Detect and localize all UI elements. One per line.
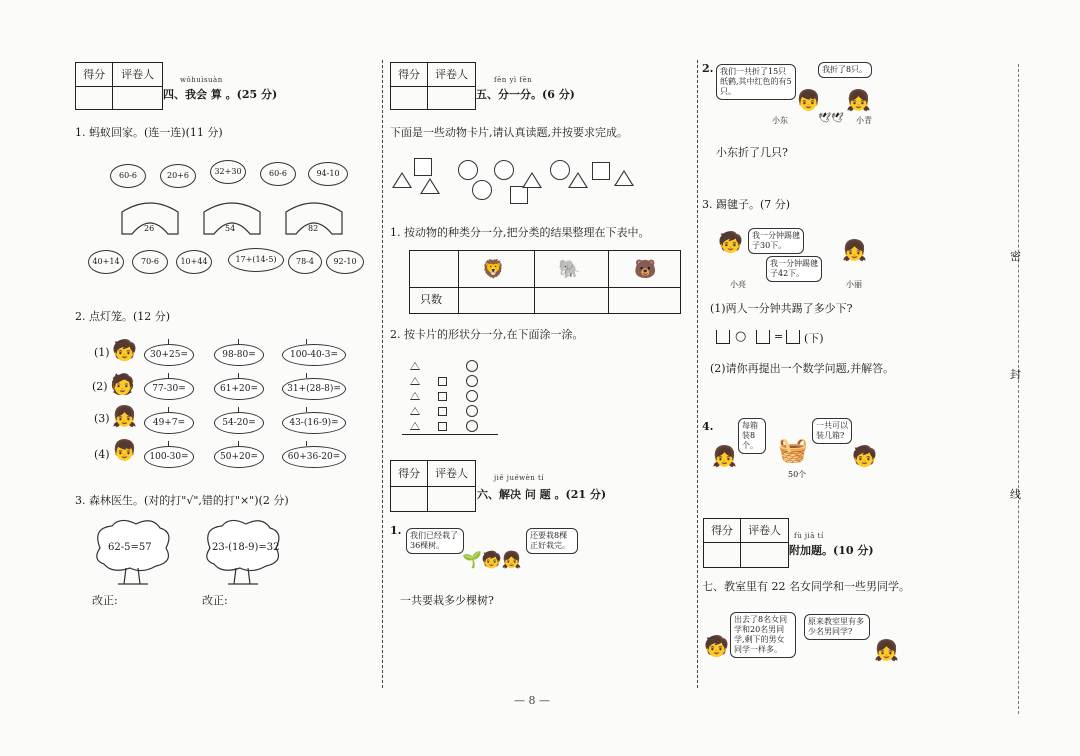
elephant-icon: 🐘 (558, 259, 581, 280)
circle-card (550, 160, 570, 180)
name-label: 小丽 (846, 280, 862, 289)
lantern: 43-(16-9)= (282, 412, 346, 434)
tree-equation: 23-(18-9)=32 (212, 542, 280, 553)
circle-card (472, 180, 492, 200)
score-label: 得分 (391, 63, 427, 87)
col3-q3-title: 3. 踢毽子。(7 分) (702, 198, 791, 211)
ant-label: 60-6 (110, 164, 146, 188)
score-label: 得分 (76, 63, 112, 87)
lantern: 49+7= (144, 412, 194, 434)
triangle-card (522, 172, 542, 188)
ant-label: 78-4 (288, 250, 322, 274)
answer-box[interactable] (786, 330, 800, 344)
col3-q3-sub1: (1)两人一分钟共踢了多少下? (710, 302, 853, 315)
ant-label: 60-6 (260, 162, 296, 186)
lantern: 100-40-3= (282, 344, 346, 366)
tree-equation: 62-5=57 (108, 542, 152, 553)
table-row-label: 只数 (420, 293, 442, 306)
sec6-pinyin: jiě juéwèn tí (494, 474, 545, 482)
score-box-sec5 (390, 62, 476, 110)
score-box-sec4 (75, 62, 163, 110)
ant-label: 32+30 (210, 160, 246, 184)
square-card (510, 186, 528, 204)
column-divider (382, 60, 383, 688)
paper-cranes: 🕊🕊 (818, 113, 844, 124)
children-planting-icon: 🌱🧒👧 (462, 550, 522, 569)
grader-label: 评卷人 (428, 63, 475, 87)
sec6-q1-question: 一共要栽多少棵树? (400, 594, 494, 607)
margin-char: 封 (1010, 368, 1021, 381)
bonus-pinyin: fù jiā tí (794, 532, 824, 540)
ants-top-row (110, 158, 360, 198)
lantern: 77-30= (144, 378, 194, 400)
triangle-card (392, 172, 412, 188)
grader-label: 评卷人 (428, 461, 475, 487)
speech-bubble: 我一分钟踢毽子42下。 (766, 256, 822, 282)
square-card (592, 162, 610, 180)
lantern: 100-30= (144, 446, 194, 468)
boy-icon: 🧒 (704, 634, 729, 658)
basket-icon: 🧺 (778, 436, 808, 464)
name-label: 小东 (772, 116, 788, 125)
sec4-q3: 3. 森林医生。(对的打"√",错的打"×")(2 分) (75, 494, 289, 507)
square-card (414, 158, 432, 176)
bridge-label: 26 (144, 224, 155, 233)
col3-q2-num: 2. (702, 62, 714, 75)
q7-text: 七、教室里有 22 名女同学和一些男同学。 (702, 580, 910, 593)
girl-icon: 👧 (842, 238, 867, 262)
bear-icon: 🐻 (634, 259, 657, 280)
circle-card (458, 160, 478, 180)
boy-icon: 🧒 (718, 230, 743, 254)
page-number: — 8 — (514, 694, 550, 707)
circle-card (494, 160, 514, 180)
child-icon: 🧒 (112, 338, 137, 362)
answer-box[interactable] (756, 330, 770, 344)
classification-table (409, 250, 681, 314)
boy-icon: 👦 (796, 88, 821, 112)
speech-bubble: 原来教室里有多少名男同学? (804, 614, 870, 640)
lantern-row-label: (4) (94, 448, 110, 461)
sec5-q2: 2. 按卡片的形状分一分,在下面涂一涂。 (390, 328, 584, 341)
speech-bubble: 我们已经栽了36棵树。 (406, 528, 464, 554)
score-label: 得分 (391, 461, 427, 487)
girl-icon: 👧 (874, 638, 899, 662)
lantern: 98-80= (214, 344, 264, 366)
lantern: 61+20= (214, 378, 264, 400)
ant-label: 92-10 (326, 250, 364, 274)
ant-label: 20+6 (160, 164, 196, 188)
ants-bottom-row (88, 246, 368, 286)
score-label: 得分 (704, 519, 740, 543)
count-label: 50个 (788, 470, 807, 479)
triangle-card (420, 178, 440, 194)
name-label: 小亮 (730, 280, 746, 289)
sec4-q1: 1. 蚂蚁回家。(连一连)(11 分) (75, 126, 223, 139)
lantern: 31+(28-8)= (282, 378, 346, 400)
bridge-label: 54 (225, 224, 236, 233)
correction-label: 改正: (92, 594, 118, 607)
margin-char: 线 (1010, 488, 1021, 501)
lion-icon: 🦁 (482, 259, 505, 280)
sec6-q1-num: 1. (390, 524, 402, 537)
sec5-intro: 下面是一些动物卡片,请认真读题,并按要求完成。 (390, 126, 628, 139)
sec4-title: 四、我会 算 。(25 分) (163, 88, 278, 101)
shape-graph (402, 358, 498, 444)
col3-q3-sub2: (2)请你再提出一个数学问题,并解答。 (710, 362, 895, 375)
speech-bubble: 还要栽8棵正好栽完。 (526, 528, 578, 554)
bridge-label: 82 (308, 224, 319, 233)
speech-bubble: 出去了8名女同学和20名男同学,剩下的男女同学一样多。 (730, 612, 796, 658)
boy-icon: 🧒 (852, 444, 877, 468)
child-icon: 👦 (112, 438, 137, 462)
child-icon: 👧 (112, 404, 137, 428)
op-symbol: = (774, 330, 784, 343)
sec4-pinyin: wǒhuìsuàn (180, 76, 223, 84)
grader-label: 评卷人 (741, 519, 788, 543)
score-box-sec6 (390, 460, 476, 512)
col3-q2-question: 小东折了几只? (716, 146, 788, 159)
name-label: 小青 (856, 116, 872, 125)
lantern-row-label: (3) (94, 412, 110, 425)
girl-icon: 👧 (846, 88, 871, 112)
lantern-row-label: (1) (94, 346, 110, 359)
speech-bubble: 我们一共折了15只纸鹤,其中红色的有5只。 (716, 64, 796, 100)
lantern: 54-20= (214, 412, 264, 434)
girl-icon: 👧 (712, 444, 737, 468)
lantern: 50+20= (214, 446, 264, 468)
triangle-card (614, 170, 634, 186)
ant-label: 40+14 (88, 250, 124, 274)
child-icon: 🧑 (110, 372, 135, 396)
lantern: 30+25= (144, 344, 194, 366)
sec5-title: 五、分一分。(6 分) (476, 88, 575, 101)
column-divider (697, 60, 698, 688)
unit-label: (下) (804, 332, 824, 345)
margin-char: 密 (1010, 250, 1021, 263)
correction-label: 改正: (202, 594, 228, 607)
op-symbol: ○ (735, 329, 747, 344)
answer-box[interactable] (716, 330, 730, 344)
binding-line (1018, 64, 1019, 714)
lantern-row-label: (2) (92, 380, 108, 393)
sec4-q2: 2. 点灯笼。(12 分) (75, 310, 171, 323)
speech-bubble: 每箱装8个。 (738, 418, 766, 454)
col3-q4-num: 4. (702, 420, 714, 433)
bonus-title: 附加题。(10 分) (789, 544, 874, 557)
triangle-card (568, 172, 588, 188)
lantern: 60+36-20= (282, 446, 346, 468)
speech-bubble: 我一分钟踢毽子30下。 (748, 228, 804, 254)
ant-label: 10+44 (176, 250, 212, 274)
speech-bubble: 我折了8只。 (818, 62, 872, 78)
ant-label: 17+(14-5) (228, 248, 284, 272)
sec5-pinyin: fēn yì fēn (494, 76, 533, 84)
ant-label: 94-10 (308, 162, 348, 186)
grader-label: 评卷人 (113, 63, 162, 87)
sec6-title: 六、解决 问 题 。(21 分) (477, 488, 607, 501)
sec5-q1: 1. 按动物的种类分一分,把分类的结果整理在下表中。 (390, 226, 650, 239)
ant-label: 70-6 (132, 250, 168, 274)
speech-bubble: 一共可以装几箱? (812, 418, 852, 444)
score-box-bonus (703, 518, 789, 568)
